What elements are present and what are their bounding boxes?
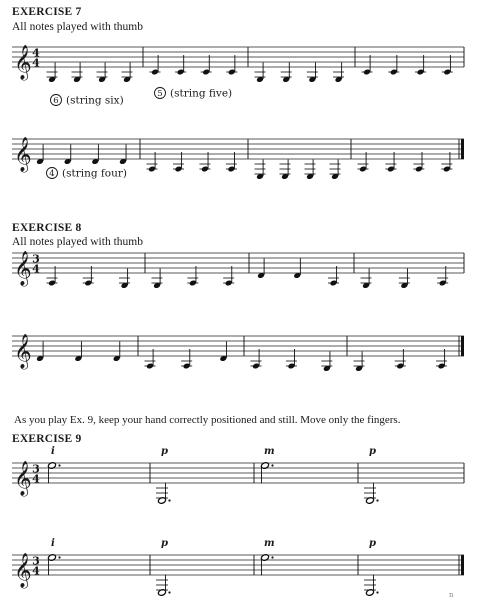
exercise-8-subtitle: All notes played with thumb bbox=[12, 236, 143, 248]
final-bar-thick bbox=[461, 336, 464, 356]
finger-label-m: m bbox=[264, 446, 275, 457]
time-signature-top: 3 bbox=[32, 554, 40, 568]
string-four-label-number: 4 bbox=[49, 169, 55, 180]
augmentation-dot bbox=[376, 591, 378, 593]
exercise-9-instruction: As you play Ex. 9, keep your hand correctly positioned and still. Move only the fingers. bbox=[14, 414, 401, 426]
string-four-label-text: (string four) bbox=[62, 167, 127, 180]
staff bbox=[12, 336, 464, 356]
finger-label-p: p bbox=[161, 538, 168, 549]
time-signature-bottom: 4 bbox=[32, 564, 40, 578]
staff bbox=[12, 555, 464, 575]
exercise-9-title: EXERCISE 9 bbox=[12, 433, 82, 445]
augmentation-dot bbox=[168, 499, 170, 501]
treble-clef-icon: 𝄞 bbox=[14, 553, 32, 588]
treble-clef-icon: 𝄞 bbox=[14, 334, 32, 369]
augmentation-dot bbox=[271, 556, 273, 558]
time-signature-bottom: 4 bbox=[32, 56, 40, 70]
string-five-label-number: 5 bbox=[157, 89, 163, 100]
exercise-8-title: EXERCISE 8 bbox=[12, 222, 82, 234]
finger-label-i: i bbox=[51, 446, 55, 457]
treble-clef-icon: 𝄞 bbox=[14, 137, 32, 172]
finger-label-p: p bbox=[369, 538, 376, 549]
page-mark: n bbox=[449, 591, 454, 599]
augmentation-dot bbox=[376, 499, 378, 501]
staff bbox=[12, 253, 464, 273]
time-signature-top: 3 bbox=[32, 462, 40, 476]
time-signature-bottom: 4 bbox=[32, 472, 40, 486]
time-signature-top: 4 bbox=[32, 46, 40, 60]
augmentation-dot bbox=[58, 464, 60, 466]
string-six-label-text: (string six) bbox=[66, 94, 124, 107]
finger-label-p: p bbox=[369, 446, 376, 457]
exercise-7-subtitle: All notes played with thumb bbox=[12, 21, 143, 33]
final-bar-thick bbox=[461, 139, 464, 159]
treble-clef-icon: 𝄞 bbox=[14, 461, 32, 496]
staff bbox=[12, 463, 464, 483]
string-six-label-number: 6 bbox=[53, 96, 59, 107]
augmentation-dot bbox=[168, 591, 170, 593]
augmentation-dot bbox=[58, 556, 60, 558]
finger-label-i: i bbox=[51, 538, 55, 549]
finger-label-m: m bbox=[264, 538, 275, 549]
finger-label-p: p bbox=[161, 446, 168, 457]
augmentation-dot bbox=[271, 464, 273, 466]
treble-clef-icon: 𝄞 bbox=[14, 251, 32, 286]
treble-clef-icon: 𝄞 bbox=[14, 45, 32, 80]
time-signature-bottom: 4 bbox=[32, 262, 40, 276]
exercise-7-title: EXERCISE 7 bbox=[12, 6, 82, 18]
final-bar-thick bbox=[461, 555, 464, 575]
staff bbox=[12, 139, 464, 159]
time-signature-top: 3 bbox=[32, 252, 40, 266]
string-five-label-text: (string five) bbox=[170, 87, 233, 100]
